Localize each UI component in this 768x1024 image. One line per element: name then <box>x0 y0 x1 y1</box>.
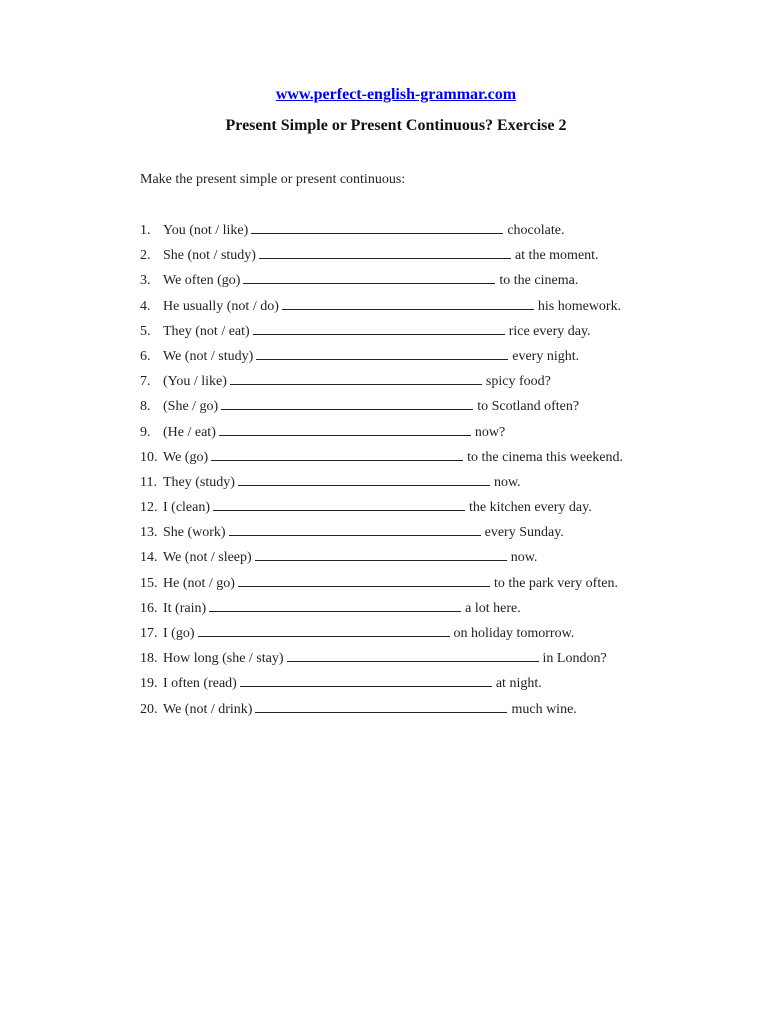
exercise-prompt: They (study) <box>163 474 235 490</box>
exercise-item <box>140 623 623 648</box>
answer-blank[interactable] <box>253 321 505 335</box>
exercise-item <box>140 673 623 698</box>
exercise-prompt: (She / go) <box>163 399 219 415</box>
answer-blank[interactable] <box>211 447 463 461</box>
exercise-number: 3. <box>140 273 151 289</box>
exercise-number: 14. <box>140 550 158 566</box>
exercise-rest: at the moment. <box>514 248 599 264</box>
exercise-prompt: You (not / like) <box>163 223 249 238</box>
exercise-rest: on holiday tomorrow. <box>453 626 575 641</box>
answer-blank[interactable] <box>287 648 539 662</box>
exercise-prompt: (He / eat) <box>163 424 216 440</box>
exercise-rest: much wine. <box>511 701 577 717</box>
answer-blank[interactable] <box>213 497 465 511</box>
exercise-item <box>140 472 623 497</box>
exercise-rest: at night. <box>495 676 542 692</box>
site-link[interactable]: www.perfect-english-grammar.com <box>275 86 517 103</box>
exercise-prompt: We (not / sleep) <box>163 550 252 566</box>
answer-blank[interactable] <box>240 673 492 687</box>
exercise-item <box>140 346 623 371</box>
exercise-rest: the kitchen every day. <box>469 500 592 516</box>
exercise-item <box>140 648 623 673</box>
exercise-item <box>140 573 623 598</box>
exercise-list <box>140 220 623 724</box>
exercise-rest: now? <box>474 424 506 440</box>
exercise-number: 1. <box>140 223 151 238</box>
answer-blank[interactable] <box>238 573 490 587</box>
exercise-prompt: He usually (not / do) <box>163 298 279 314</box>
exercise-item <box>140 497 623 522</box>
answer-blank[interactable] <box>219 422 471 436</box>
exercise-prompt: How long (she / stay) <box>163 651 284 667</box>
exercise-prompt: He (not / go) <box>163 575 235 591</box>
exercise-rest: to the cinema. <box>499 273 579 289</box>
exercise-item <box>140 296 623 321</box>
answer-blank[interactable] <box>198 623 450 637</box>
exercise-rest: in London? <box>542 651 607 667</box>
exercise-rest: to the park very often. <box>493 575 618 591</box>
exercise-rest: every Sunday. <box>484 525 564 541</box>
exercise-prompt: It (rain) <box>163 600 207 616</box>
answer-blank[interactable] <box>251 220 503 234</box>
exercise-prompt: They (not / eat) <box>163 323 250 339</box>
exercise-prompt: I (clean) <box>163 500 211 516</box>
exercise-number: 13. <box>140 525 158 541</box>
page-title: Present Simple or Present Continuous? Exercise 2 <box>225 117 567 134</box>
exercise-number: 8. <box>140 399 151 415</box>
exercise-rest: to Scotland often? <box>477 399 580 415</box>
answer-blank[interactable] <box>243 270 495 284</box>
exercise-number: 11. <box>140 474 157 490</box>
exercise-number: 19. <box>140 676 158 692</box>
exercise-prompt: We (go) <box>163 449 209 465</box>
exercise-item <box>140 321 623 346</box>
exercise-item <box>140 220 623 245</box>
answer-blank[interactable] <box>259 245 511 259</box>
exercise-prompt: She (not / study) <box>163 248 256 264</box>
answer-blank[interactable] <box>256 346 508 360</box>
exercise-prompt: I (go) <box>163 626 195 641</box>
exercise-number: 10. <box>140 449 158 465</box>
exercise-item <box>140 245 623 270</box>
answer-blank[interactable] <box>229 522 481 536</box>
exercise-prompt: (You / like) <box>163 374 227 390</box>
exercise-prompt: I often (read) <box>163 676 237 692</box>
exercise-item <box>140 699 623 724</box>
answer-blank[interactable] <box>221 396 473 410</box>
exercise-rest: his homework. <box>537 298 622 314</box>
exercise-number: 2. <box>140 248 151 264</box>
answer-blank[interactable] <box>282 296 534 310</box>
exercise-number: 18. <box>140 651 158 667</box>
exercise-number: 16. <box>140 600 158 616</box>
exercise-item <box>140 598 623 623</box>
exercise-prompt: We often (go) <box>163 273 241 289</box>
exercise-prompt: She (work) <box>163 525 226 541</box>
exercise-number: 20. <box>140 701 158 717</box>
exercise-rest: a lot here. <box>465 600 521 616</box>
exercise-rest: spicy food? <box>485 374 551 390</box>
exercise-item <box>140 447 623 472</box>
exercise-prompt: We (not / drink) <box>163 701 253 717</box>
exercise-number: 5. <box>140 323 151 339</box>
exercise-number: 6. <box>140 348 151 364</box>
exercise-rest: chocolate. <box>507 223 565 238</box>
exercise-prompt: We (not / study) <box>163 348 254 364</box>
exercise-number: 7. <box>140 374 151 390</box>
exercise-rest: to the cinema this weekend. <box>467 449 624 465</box>
answer-blank[interactable] <box>255 699 507 713</box>
answer-blank[interactable] <box>238 472 490 486</box>
answer-blank[interactable] <box>255 547 507 561</box>
exercise-number: 9. <box>140 424 151 440</box>
exercise-number: 15. <box>140 575 158 591</box>
exercise-rest: every night. <box>512 348 580 364</box>
exercise-item <box>140 396 623 421</box>
instructions: Make the present simple or present continuous: <box>140 172 406 187</box>
answer-blank[interactable] <box>209 598 461 612</box>
exercise-number: 4. <box>140 298 151 314</box>
exercise-rest: now. <box>510 550 538 566</box>
exercise-number: 17. <box>140 626 158 641</box>
exercise-rest: now. <box>493 474 521 490</box>
exercise-item <box>140 547 623 572</box>
answer-blank[interactable] <box>230 371 482 385</box>
exercise-item <box>140 422 623 447</box>
exercise-item <box>140 371 623 396</box>
exercise-item <box>140 522 623 547</box>
exercise-item <box>140 270 623 295</box>
exercise-number: 12. <box>140 500 158 516</box>
exercise-rest: rice every day. <box>508 323 591 339</box>
